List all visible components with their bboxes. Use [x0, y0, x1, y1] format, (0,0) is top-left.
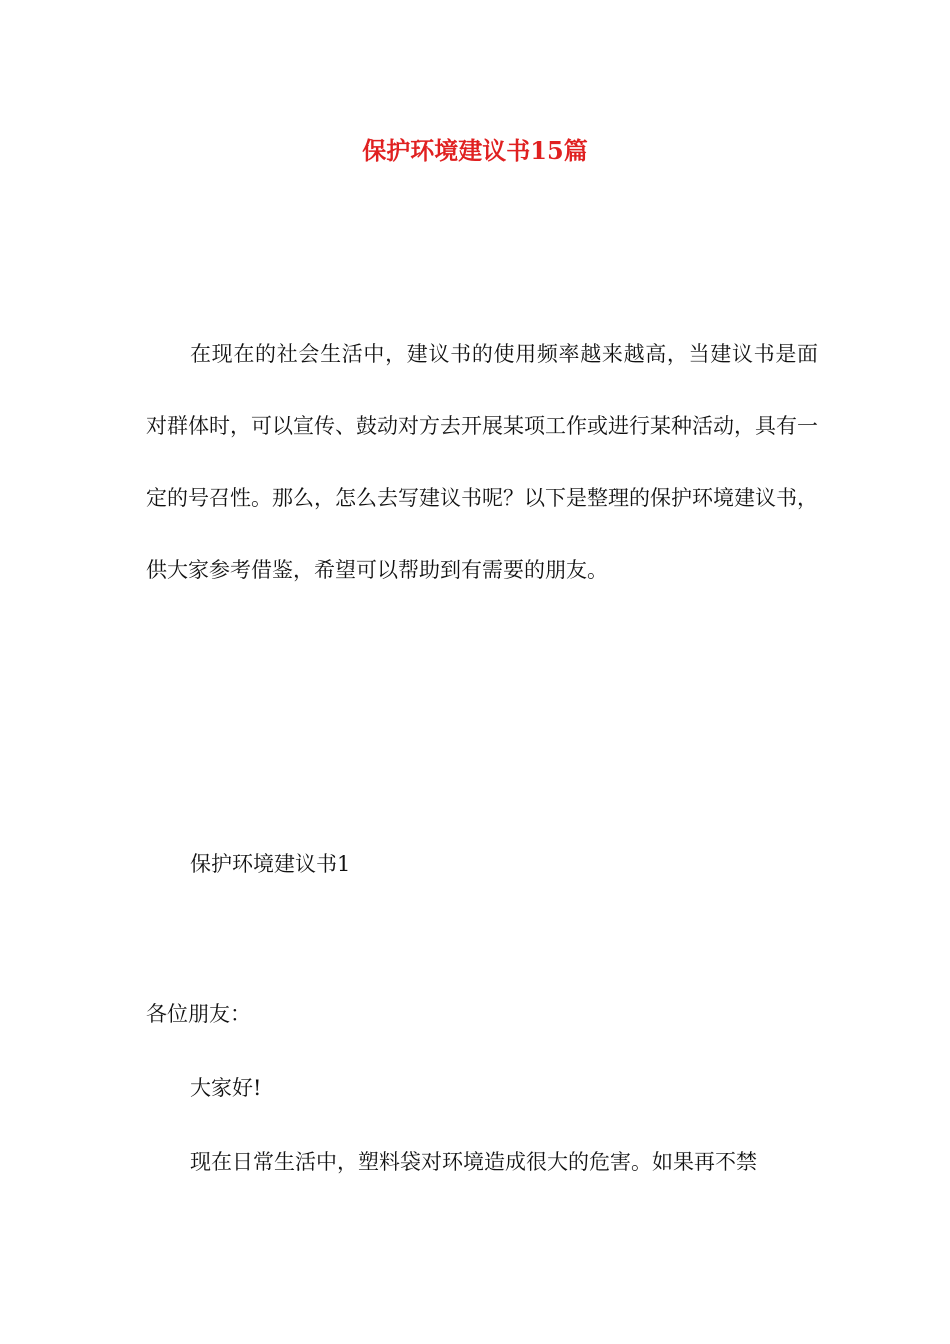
intro-paragraph: 在现在的社会生活中，建议书的使用频率越来越高，当建议书是面对群体时，可以宣传、鼓动对方去开展某项工作或进行某种活动，具有一定的号召性。那么，怎么去写建议书呢？以下是整理的保护环境建议书，供大家参考借鉴，希望可以帮助到有需要的朋友。	[146, 342, 818, 582]
body-paragraph: 现在日常生活中，塑料袋对环境造成很大的危害。如果再不禁	[190, 1150, 757, 1174]
document-title: 保护环境建议书15篇	[362, 136, 588, 165]
greeting: 大家好!	[190, 1076, 262, 1100]
salutation: 各位朋友：	[146, 1002, 251, 1026]
section-heading: 保护环境建议书1	[190, 852, 351, 876]
